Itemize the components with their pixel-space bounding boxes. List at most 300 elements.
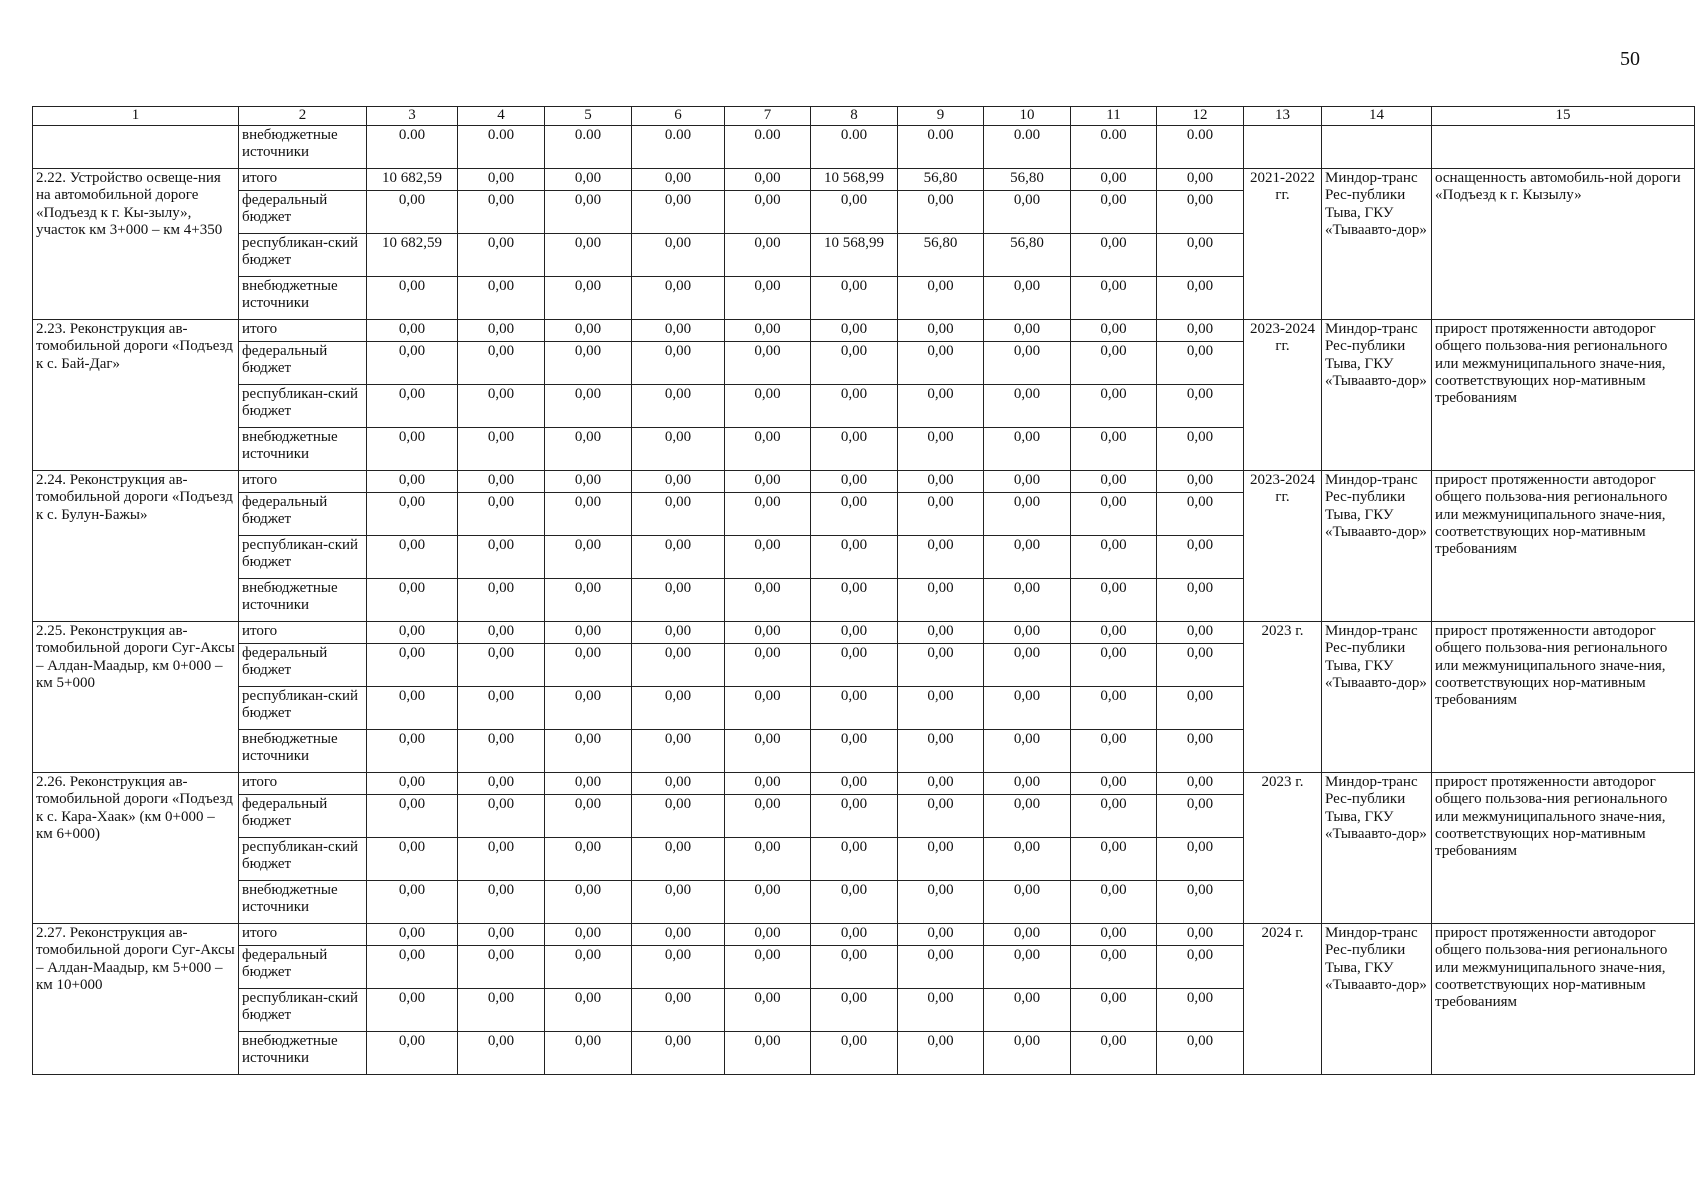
value-cell: 0,00 — [545, 471, 632, 493]
empty-cell — [1322, 126, 1432, 169]
value-cell: 0.00 — [1071, 126, 1157, 169]
value-cell: 0,00 — [545, 773, 632, 795]
value-cell: 0,00 — [1071, 622, 1157, 644]
value-cell: 0,00 — [984, 471, 1071, 493]
value-cell: 0,00 — [545, 191, 632, 234]
value-cell: 0.00 — [1157, 126, 1244, 169]
measure-name: 2.24. Реконструкция ав-томобильной дороги «Подъезд к с. Булун-Бажы» — [33, 471, 239, 622]
value-cell: 0,00 — [545, 385, 632, 428]
value-cell: 0,00 — [811, 493, 898, 536]
period-cell: 2023-2024 гг. — [1244, 471, 1322, 622]
value-cell: 0,00 — [811, 428, 898, 471]
header-cell: 13 — [1244, 107, 1322, 126]
period-cell: 2024 г. — [1244, 924, 1322, 1075]
value-cell: 0,00 — [458, 536, 545, 579]
value-cell: 0,00 — [811, 881, 898, 924]
value-cell: 0,00 — [1071, 881, 1157, 924]
value-cell: 0,00 — [984, 795, 1071, 838]
value-cell: 0,00 — [367, 320, 458, 342]
value-cell: 0,00 — [632, 622, 725, 644]
measure-name: 2.22. Устройство освеще-ния на автомобильной дороге «Подъезд к г. Кы-зылу», участок км 3+000 – км 4+350 — [33, 169, 239, 320]
value-cell: 0,00 — [545, 838, 632, 881]
value-cell: 0,00 — [367, 493, 458, 536]
table-row — [33, 169, 1695, 191]
value-cell: 0,00 — [632, 924, 725, 946]
value-cell: 56,80 — [984, 169, 1071, 191]
value-cell: 0,00 — [545, 342, 632, 385]
header-cell: 6 — [632, 107, 725, 126]
value-cell: 0,00 — [632, 1032, 725, 1075]
value-cell: 0,00 — [458, 773, 545, 795]
value-cell: 0,00 — [898, 579, 984, 622]
value-cell: 0,00 — [632, 471, 725, 493]
value-cell: 0,00 — [367, 191, 458, 234]
value-cell: 0,00 — [725, 622, 811, 644]
empty-cell — [33, 126, 239, 169]
executor-cell: Миндор-транс Рес-публики Тыва, ГКУ «Тываавто-дор» — [1322, 471, 1432, 622]
value-cell: 0,00 — [725, 493, 811, 536]
value-cell: 0,00 — [984, 1032, 1071, 1075]
value-cell: 0,00 — [725, 1032, 811, 1075]
value-cell: 0,00 — [545, 169, 632, 191]
value-cell: 0.00 — [367, 126, 458, 169]
source-label: итого — [239, 773, 367, 795]
value-cell: 56,80 — [984, 234, 1071, 277]
value-cell: 0,00 — [367, 773, 458, 795]
value-cell: 0,00 — [1071, 730, 1157, 773]
value-cell: 0,00 — [725, 881, 811, 924]
header-cell: 2 — [239, 107, 367, 126]
value-cell: 0,00 — [367, 989, 458, 1032]
value-cell: 0,00 — [811, 385, 898, 428]
page-number: 50 — [1620, 48, 1640, 70]
source-label: федеральный бюджет — [239, 795, 367, 838]
value-cell: 0,00 — [458, 687, 545, 730]
value-cell: 0.00 — [898, 126, 984, 169]
value-cell: 0,00 — [725, 320, 811, 342]
value-cell: 0,00 — [898, 881, 984, 924]
value-cell: 0,00 — [898, 622, 984, 644]
measure-name: 2.27. Реконструкция ав-томобильной дороги Суг-Аксы – Алдан-Маадыр, км 5+000 – км 10+000 — [33, 924, 239, 1075]
value-cell: 0,00 — [632, 881, 725, 924]
source-label: федеральный бюджет — [239, 946, 367, 989]
result-cell: прирост протяженности автодорог общего пользова-ния регионального или межмуниципального значе-ния, соответствующих нор-мативным требованиям — [1432, 622, 1695, 773]
value-cell: 0,00 — [458, 838, 545, 881]
value-cell: 0,00 — [458, 989, 545, 1032]
value-cell: 0,00 — [632, 428, 725, 471]
value-cell: 0,00 — [984, 687, 1071, 730]
value-cell: 0,00 — [458, 234, 545, 277]
period-cell: 2023 г. — [1244, 773, 1322, 924]
value-cell: 0,00 — [811, 277, 898, 320]
value-cell: 0,00 — [1071, 687, 1157, 730]
value-cell: 0,00 — [725, 644, 811, 687]
value-cell: 0,00 — [1157, 795, 1244, 838]
value-cell: 0,00 — [898, 385, 984, 428]
value-cell: 0,00 — [898, 989, 984, 1032]
value-cell: 0,00 — [898, 428, 984, 471]
value-cell: 0,00 — [984, 277, 1071, 320]
source-label: внебюджетные источники — [239, 579, 367, 622]
result-cell: прирост протяженности автодорог общего пользова-ния регионального или межмуниципального значе-ния, соответствующих нор-мативным требованиям — [1432, 924, 1695, 1075]
value-cell: 0,00 — [984, 579, 1071, 622]
value-cell: 0,00 — [545, 536, 632, 579]
value-cell: 0,00 — [1157, 946, 1244, 989]
value-cell: 0,00 — [811, 1032, 898, 1075]
result-cell: прирост протяженности автодорог общего пользова-ния регионального или межмуниципального значе-ния, соответствующих нор-мативным требованиям — [1432, 773, 1695, 924]
value-cell: 0,00 — [632, 730, 725, 773]
value-cell: 0,00 — [367, 838, 458, 881]
value-cell: 0,00 — [898, 536, 984, 579]
header-cell: 3 — [367, 107, 458, 126]
value-cell: 0,00 — [458, 579, 545, 622]
value-cell: 0,00 — [632, 169, 725, 191]
value-cell: 0,00 — [367, 579, 458, 622]
value-cell: 0,00 — [811, 946, 898, 989]
value-cell: 0,00 — [1071, 342, 1157, 385]
value-cell: 0,00 — [984, 191, 1071, 234]
value-cell: 0,00 — [811, 924, 898, 946]
source-label: итого — [239, 471, 367, 493]
value-cell: 0,00 — [632, 342, 725, 385]
value-cell: 0,00 — [984, 385, 1071, 428]
value-cell: 0,00 — [811, 644, 898, 687]
value-cell: 0,00 — [898, 277, 984, 320]
value-cell: 0,00 — [1071, 579, 1157, 622]
value-cell: 0,00 — [367, 622, 458, 644]
value-cell: 0,00 — [725, 169, 811, 191]
value-cell: 0,00 — [458, 622, 545, 644]
value-cell: 10 682,59 — [367, 234, 458, 277]
value-cell: 0,00 — [898, 342, 984, 385]
value-cell: 0,00 — [1157, 385, 1244, 428]
value-cell: 0,00 — [811, 773, 898, 795]
source-label: федеральный бюджет — [239, 342, 367, 385]
value-cell: 0,00 — [367, 881, 458, 924]
source-label: итого — [239, 622, 367, 644]
value-cell: 0,00 — [1071, 320, 1157, 342]
source-label: внебюджетные источники — [239, 126, 367, 169]
value-cell: 0,00 — [1071, 989, 1157, 1032]
value-cell: 0,00 — [725, 342, 811, 385]
value-cell: 0,00 — [725, 838, 811, 881]
value-cell: 0,00 — [1157, 924, 1244, 946]
value-cell: 0,00 — [811, 795, 898, 838]
value-cell: 0,00 — [984, 838, 1071, 881]
source-label: внебюджетные источники — [239, 730, 367, 773]
value-cell: 0,00 — [458, 730, 545, 773]
period-cell: 2023 г. — [1244, 622, 1322, 773]
executor-cell: Миндор-транс Рес-публики Тыва, ГКУ «Тываавто-дор» — [1322, 320, 1432, 471]
value-cell: 0,00 — [632, 773, 725, 795]
value-cell: 0,00 — [545, 730, 632, 773]
value-cell: 0,00 — [725, 579, 811, 622]
value-cell: 0,00 — [984, 428, 1071, 471]
table-row — [33, 773, 1695, 795]
result-cell: прирост протяженности автодорог общего пользова-ния регионального или межмуниципального значе-ния, соответствующих нор-мативным требованиям — [1432, 320, 1695, 471]
period-cell: 2023-2024 гг. — [1244, 320, 1322, 471]
value-cell: 0,00 — [458, 795, 545, 838]
source-label: республикан-ский бюджет — [239, 234, 367, 277]
executor-cell: Миндор-транс Рес-публики Тыва, ГКУ «Тываавто-дор» — [1322, 924, 1432, 1075]
source-label: федеральный бюджет — [239, 644, 367, 687]
value-cell: 0,00 — [1071, 946, 1157, 989]
source-label: итого — [239, 320, 367, 342]
table-row — [33, 924, 1695, 946]
value-cell: 0,00 — [984, 924, 1071, 946]
value-cell: 0,00 — [458, 946, 545, 989]
value-cell: 0,00 — [1071, 169, 1157, 191]
value-cell: 0,00 — [725, 946, 811, 989]
value-cell: 0,00 — [898, 730, 984, 773]
value-cell: 0,00 — [898, 471, 984, 493]
value-cell: 0,00 — [632, 644, 725, 687]
executor-cell: Миндор-транс Рес-публики Тыва, ГКУ «Тываавто-дор» — [1322, 622, 1432, 773]
value-cell: 0,00 — [984, 644, 1071, 687]
source-label: внебюджетные источники — [239, 277, 367, 320]
value-cell: 0,00 — [811, 687, 898, 730]
value-cell: 0,00 — [1071, 773, 1157, 795]
header-cell: 8 — [811, 107, 898, 126]
source-label: итого — [239, 924, 367, 946]
value-cell: 0,00 — [458, 342, 545, 385]
value-cell: 0,00 — [632, 536, 725, 579]
value-cell: 0,00 — [458, 924, 545, 946]
value-cell: 0,00 — [811, 838, 898, 881]
value-cell: 0,00 — [1157, 277, 1244, 320]
value-cell: 0.00 — [811, 126, 898, 169]
value-cell: 0,00 — [898, 838, 984, 881]
source-label: внебюджетные источники — [239, 1032, 367, 1075]
value-cell: 0,00 — [545, 1032, 632, 1075]
value-cell: 0.00 — [458, 126, 545, 169]
value-cell: 0,00 — [632, 989, 725, 1032]
value-cell: 10 568,99 — [811, 169, 898, 191]
value-cell: 0,00 — [1157, 881, 1244, 924]
value-cell: 0,00 — [1157, 320, 1244, 342]
value-cell: 0,00 — [367, 471, 458, 493]
value-cell: 0,00 — [1071, 191, 1157, 234]
value-cell: 0,00 — [1157, 644, 1244, 687]
value-cell: 0,00 — [632, 579, 725, 622]
value-cell: 0.00 — [632, 126, 725, 169]
source-label: внебюджетные источники — [239, 428, 367, 471]
value-cell: 0,00 — [1071, 428, 1157, 471]
executor-cell: Миндор-транс Рес-публики Тыва, ГКУ «Тываавто-дор» — [1322, 169, 1432, 320]
value-cell: 0,00 — [458, 1032, 545, 1075]
value-cell: 0,00 — [458, 385, 545, 428]
value-cell: 0,00 — [458, 191, 545, 234]
table-row — [33, 320, 1695, 342]
value-cell: 0,00 — [367, 385, 458, 428]
value-cell: 0,00 — [811, 342, 898, 385]
value-cell: 56,80 — [898, 234, 984, 277]
value-cell: 0,00 — [545, 579, 632, 622]
value-cell: 0,00 — [1157, 493, 1244, 536]
result-cell: прирост протяженности автодорог общего пользова-ния регионального или межмуниципального значе-ния, соответствующих нор-мативным требованиям — [1432, 471, 1695, 622]
value-cell: 0,00 — [545, 320, 632, 342]
value-cell: 0,00 — [984, 946, 1071, 989]
value-cell: 0,00 — [367, 795, 458, 838]
source-label: федеральный бюджет — [239, 493, 367, 536]
table-row — [33, 622, 1695, 644]
value-cell: 0,00 — [632, 493, 725, 536]
source-label: федеральный бюджет — [239, 191, 367, 234]
value-cell: 0,00 — [545, 881, 632, 924]
value-cell: 0,00 — [545, 277, 632, 320]
budget-table — [32, 106, 1695, 1075]
header-cell: 9 — [898, 107, 984, 126]
value-cell: 0,00 — [632, 320, 725, 342]
value-cell: 0,00 — [632, 946, 725, 989]
value-cell: 0,00 — [1157, 579, 1244, 622]
value-cell: 0,00 — [367, 428, 458, 471]
source-label: республикан-ский бюджет — [239, 536, 367, 579]
header-cell: 4 — [458, 107, 545, 126]
value-cell: 0,00 — [545, 234, 632, 277]
value-cell: 0,00 — [725, 730, 811, 773]
value-cell: 0,00 — [984, 773, 1071, 795]
header-cell: 1 — [33, 107, 239, 126]
value-cell: 0,00 — [725, 428, 811, 471]
header-cell: 15 — [1432, 107, 1695, 126]
value-cell: 0,00 — [1157, 1032, 1244, 1075]
value-cell: 0,00 — [811, 536, 898, 579]
value-cell: 0,00 — [1071, 838, 1157, 881]
value-cell: 0,00 — [632, 795, 725, 838]
executor-cell: Миндор-транс Рес-публики Тыва, ГКУ «Тываавто-дор» — [1322, 773, 1432, 924]
source-label: итого — [239, 169, 367, 191]
value-cell: 0,00 — [811, 471, 898, 493]
value-cell: 0,00 — [1157, 838, 1244, 881]
value-cell: 0,00 — [898, 644, 984, 687]
value-cell: 0,00 — [545, 644, 632, 687]
value-cell: 0,00 — [811, 191, 898, 234]
value-cell: 0.00 — [545, 126, 632, 169]
table-body — [33, 107, 1695, 1075]
value-cell: 0,00 — [1071, 795, 1157, 838]
value-cell: 0,00 — [1071, 471, 1157, 493]
value-cell: 0,00 — [1157, 234, 1244, 277]
table-row — [33, 126, 1695, 169]
period-cell: 2021-2022 гг. — [1244, 169, 1322, 320]
value-cell: 0,00 — [984, 493, 1071, 536]
header-row — [33, 107, 1695, 126]
value-cell: 0,00 — [898, 946, 984, 989]
value-cell: 0,00 — [458, 169, 545, 191]
value-cell: 0,00 — [367, 687, 458, 730]
value-cell: 0,00 — [367, 342, 458, 385]
value-cell: 0,00 — [725, 795, 811, 838]
measure-name: 2.23. Реконструкция ав-томобильной дороги «Подъезд к с. Бай-Даг» — [33, 320, 239, 471]
source-label: республикан-ский бюджет — [239, 989, 367, 1032]
result-cell: оснащенность автомобиль-ной дороги «Подъезд к г. Кызылу» — [1432, 169, 1695, 320]
value-cell: 0,00 — [458, 277, 545, 320]
value-cell: 0,00 — [632, 277, 725, 320]
value-cell: 0,00 — [367, 277, 458, 320]
value-cell: 0,00 — [1157, 989, 1244, 1032]
value-cell: 0,00 — [632, 234, 725, 277]
value-cell: 0,00 — [898, 320, 984, 342]
value-cell: 0,00 — [1157, 622, 1244, 644]
source-label: республикан-ский бюджет — [239, 687, 367, 730]
value-cell: 0,00 — [1071, 644, 1157, 687]
source-label: внебюджетные источники — [239, 881, 367, 924]
value-cell: 0,00 — [898, 795, 984, 838]
value-cell: 0,00 — [545, 924, 632, 946]
value-cell: 0,00 — [1071, 924, 1157, 946]
value-cell: 10 568,99 — [811, 234, 898, 277]
value-cell: 0.00 — [984, 126, 1071, 169]
value-cell: 0,00 — [1071, 536, 1157, 579]
value-cell: 0,00 — [1157, 428, 1244, 471]
empty-cell — [1244, 126, 1322, 169]
value-cell: 0,00 — [458, 471, 545, 493]
value-cell: 0,00 — [632, 687, 725, 730]
value-cell: 0,00 — [725, 773, 811, 795]
value-cell: 0,00 — [898, 773, 984, 795]
value-cell: 0,00 — [725, 191, 811, 234]
value-cell: 0,00 — [984, 536, 1071, 579]
value-cell: 0,00 — [1071, 234, 1157, 277]
value-cell: 0,00 — [898, 191, 984, 234]
value-cell: 0,00 — [545, 493, 632, 536]
value-cell: 0,00 — [545, 795, 632, 838]
value-cell: 0,00 — [545, 946, 632, 989]
value-cell: 0,00 — [1157, 536, 1244, 579]
value-cell: 0,00 — [984, 320, 1071, 342]
value-cell: 0,00 — [545, 989, 632, 1032]
value-cell: 0,00 — [458, 320, 545, 342]
value-cell: 0,00 — [367, 536, 458, 579]
value-cell: 10 682,59 — [367, 169, 458, 191]
value-cell: 0,00 — [725, 277, 811, 320]
value-cell: 0,00 — [632, 838, 725, 881]
header-cell: 10 — [984, 107, 1071, 126]
value-cell: 0,00 — [898, 493, 984, 536]
value-cell: 0,00 — [811, 622, 898, 644]
value-cell: 0,00 — [545, 687, 632, 730]
value-cell: 0,00 — [984, 730, 1071, 773]
value-cell: 0,00 — [1157, 191, 1244, 234]
value-cell: 0,00 — [632, 191, 725, 234]
header-cell: 5 — [545, 107, 632, 126]
value-cell: 0,00 — [458, 881, 545, 924]
value-cell: 0,00 — [811, 989, 898, 1032]
header-cell: 14 — [1322, 107, 1432, 126]
value-cell: 0,00 — [898, 924, 984, 946]
value-cell: 0,00 — [1157, 773, 1244, 795]
value-cell: 0,00 — [725, 687, 811, 730]
value-cell: 0,00 — [725, 471, 811, 493]
value-cell: 0,00 — [367, 1032, 458, 1075]
value-cell: 0,00 — [367, 644, 458, 687]
source-label: республикан-ский бюджет — [239, 838, 367, 881]
value-cell: 0,00 — [458, 428, 545, 471]
value-cell: 0,00 — [545, 622, 632, 644]
value-cell: 0,00 — [367, 946, 458, 989]
value-cell: 0,00 — [984, 881, 1071, 924]
measure-name: 2.26. Реконструкция ав-томобильной дороги «Подъезд к с. Кара-Хаак» (км 0+000 – км 6+000) — [33, 773, 239, 924]
value-cell: 0,00 — [725, 989, 811, 1032]
value-cell: 0,00 — [1071, 385, 1157, 428]
value-cell: 0,00 — [984, 989, 1071, 1032]
header-cell: 12 — [1157, 107, 1244, 126]
value-cell: 0,00 — [811, 730, 898, 773]
value-cell: 0,00 — [1157, 342, 1244, 385]
value-cell: 0.00 — [725, 126, 811, 169]
value-cell: 0,00 — [458, 493, 545, 536]
